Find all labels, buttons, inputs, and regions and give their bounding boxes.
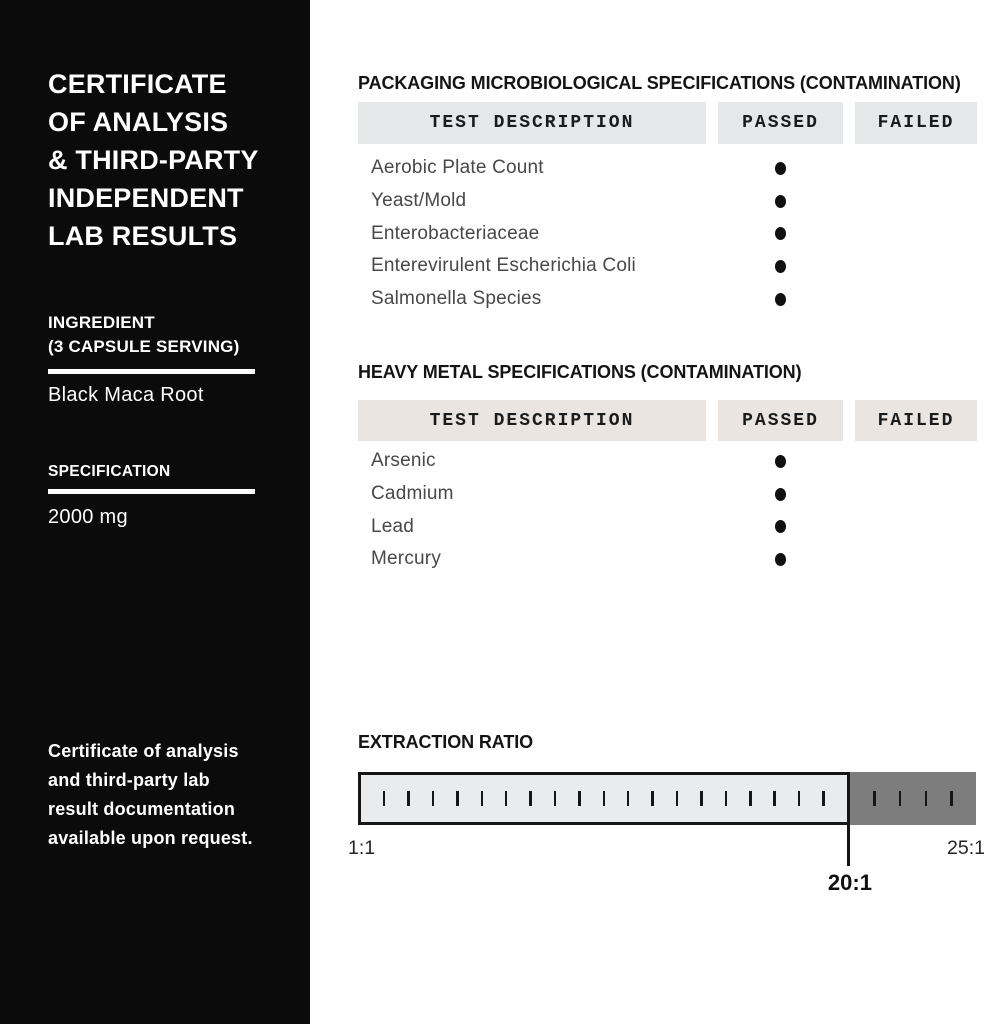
passed-dot-icon [775, 455, 786, 468]
ruler-tick [651, 791, 654, 806]
passed-dot-icon [775, 520, 786, 533]
passed-cell [718, 455, 843, 468]
ruler-max-label: 25:1 [947, 837, 985, 859]
sidebar-title [48, 65, 259, 255]
ruler-tick [700, 791, 703, 806]
sidebar-title-line: OF ANALYSIS [48, 107, 229, 137]
column-header-passed: PASSED [718, 102, 843, 144]
ruler-tick [603, 791, 606, 806]
test-description: Mercury [371, 548, 442, 570]
passed-cell [718, 162, 843, 175]
ruler-scale-labels [348, 837, 985, 860]
ruler-tick [578, 791, 581, 806]
footnote-line: result documentation [48, 799, 236, 819]
table-row [358, 283, 977, 316]
passed-cell [718, 488, 843, 501]
passed-cell [718, 227, 843, 240]
table-row [358, 185, 977, 218]
ruler-tick [950, 791, 953, 806]
microbiological-table-header [358, 102, 977, 144]
column-header-passed: PASSED [718, 400, 843, 441]
passed-dot-icon [775, 162, 786, 175]
specification-value: 2000 mg [48, 506, 128, 528]
passed-dot-icon [775, 260, 786, 273]
table-row [358, 152, 977, 185]
ruler-dark-segment [850, 772, 976, 825]
ruler-tick [749, 791, 752, 806]
test-description: Enterobacteriaceae [371, 222, 540, 244]
ingredient-value: Black Maca Root [48, 384, 204, 406]
footnote-line: and third-party lab [48, 770, 210, 790]
sidebar-footnote [48, 737, 253, 853]
ruler-tick [529, 791, 532, 806]
ingredient-label-line1: INGREDIENT [48, 313, 155, 332]
ruler-tick [925, 791, 928, 806]
heavy-metal-table-rows [358, 445, 977, 576]
test-description: Aerobic Plate Count [371, 157, 544, 179]
footnote-line: Certificate of analysis [48, 741, 239, 761]
column-header-test-description: TEST DESCRIPTION [358, 400, 706, 441]
ruler-tick [899, 791, 902, 806]
passed-dot-icon [775, 227, 786, 240]
ingredient-label [48, 311, 239, 359]
table-row [358, 478, 977, 511]
column-header-failed: FAILED [855, 102, 977, 144]
ruler-tick [505, 791, 508, 806]
column-header-failed: FAILED [855, 400, 977, 441]
passed-dot-icon [775, 488, 786, 501]
test-description: Yeast/Mold [371, 190, 467, 212]
passed-dot-icon [775, 553, 786, 566]
passed-cell [718, 195, 843, 208]
extraction-ratio-ruler [358, 772, 976, 825]
ruler-tick [554, 791, 557, 806]
microbiological-table-rows [358, 152, 977, 315]
ruler-tick [627, 791, 630, 806]
sidebar-title-line: INDEPENDENT [48, 183, 244, 213]
test-description: Enterevirulent Escherichia Coli [371, 255, 636, 277]
heavy-metal-table-header [358, 400, 977, 441]
table-row [358, 510, 977, 543]
passed-dot-icon [775, 293, 786, 306]
sidebar-title-line: LAB RESULTS [48, 221, 238, 251]
table-row [358, 445, 977, 478]
passed-cell [718, 293, 843, 306]
microbiological-table-title: PACKAGING MICROBIOLOGICAL SPECIFICATIONS (CONTAMINATION) [358, 73, 961, 93]
table-row [358, 217, 977, 250]
ruler-tick [676, 791, 679, 806]
sidebar-title-line: & THIRD-PARTY [48, 145, 259, 175]
test-description: Arsenic [371, 450, 436, 472]
specification-label: SPECIFICATION [48, 463, 171, 480]
ruler-light-segment [358, 772, 850, 825]
table-row [358, 543, 977, 576]
ruler-tick [873, 791, 876, 806]
passed-cell [718, 260, 843, 273]
table-row [358, 250, 977, 283]
passed-cell [718, 553, 843, 566]
test-description: Lead [371, 515, 415, 537]
ruler-tick [432, 791, 435, 806]
test-description: Cadmium [371, 483, 454, 505]
ruler-tick [822, 791, 825, 806]
ruler-tick [456, 791, 459, 806]
extraction-ratio-title: EXTRACTION RATIO [358, 732, 534, 752]
content-area [310, 0, 988, 1024]
passed-dot-icon [775, 195, 786, 208]
ingredient-divider [48, 369, 255, 374]
ruler-tick [725, 791, 728, 806]
ruler-tick [773, 791, 776, 806]
ruler-min-label: 1:1 [348, 837, 376, 859]
sidebar [0, 0, 310, 1024]
extraction-marker-label: 20:1 [827, 870, 872, 895]
ruler-tick [481, 791, 484, 806]
column-header-test-description: TEST DESCRIPTION [358, 102, 706, 144]
test-description: Salmonella Species [371, 288, 542, 310]
ruler-tick [407, 791, 410, 806]
passed-cell [718, 520, 843, 533]
ruler-tick [383, 791, 386, 806]
ruler-tick [798, 791, 801, 806]
heavy-metal-table-title: HEAVY METAL SPECIFICATIONS (CONTAMINATION) [358, 362, 802, 382]
sidebar-title-line: CERTIFICATE [48, 69, 227, 99]
ingredient-label-line2: (3 CAPSULE SERVING) [48, 337, 240, 356]
specification-divider [48, 489, 255, 494]
footnote-line: available upon request. [48, 828, 253, 848]
